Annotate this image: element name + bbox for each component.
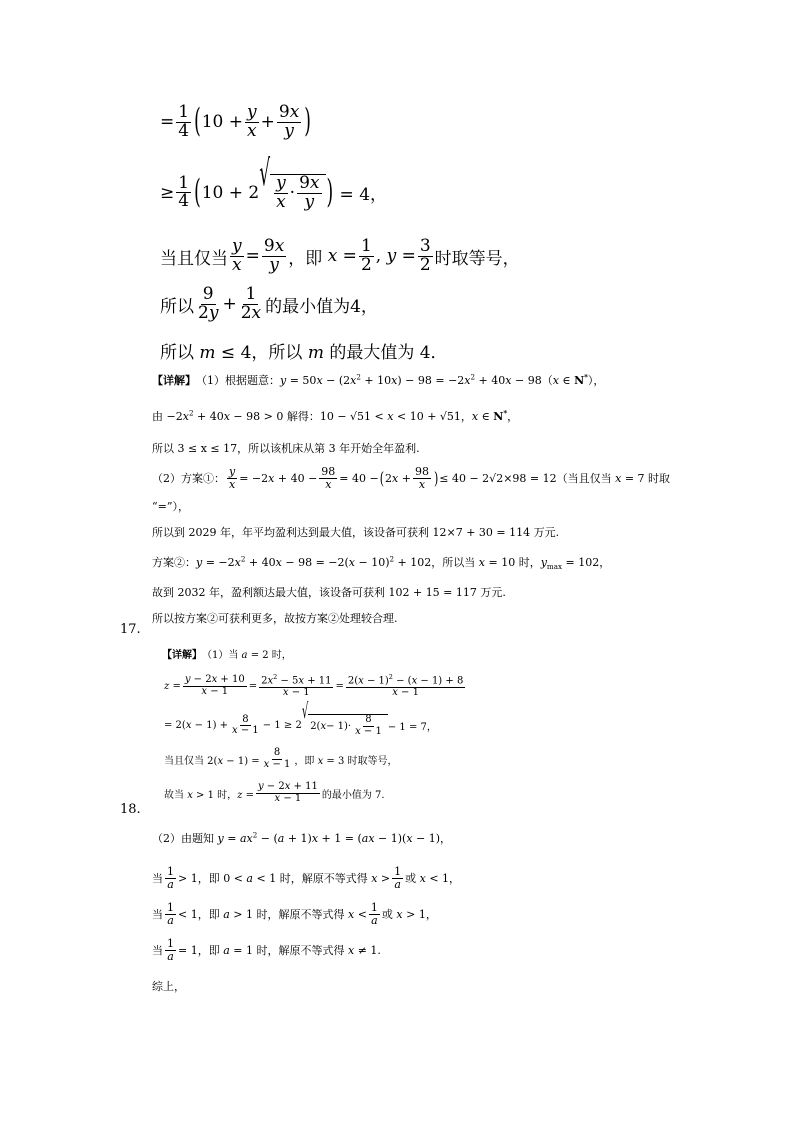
p17-line-2: z = $\frac{y - 2x + 10}{x - 1}$ = $\frac{2x^2 - 5x + 11}{x - 1}$ = $\frac{2(x - 1)^2 - (x - 1) + 8}{x - 1}$ xyxy=(164,673,464,698)
p16-line-4: （2）方案①： $\frac{y}{x}$ = −2x + 40 − $\frac{98}{x}$ = 40 − ( 2x + $\frac{98}{x}$ ) ≤ 40 − 2√2×98 = 12（当且仅当 x = 7 时取 xyxy=(152,465,671,491)
p17-line-1: 【详解】 （1）当 a = 2 时， xyxy=(162,650,292,661)
p16-line-7: 方案②：$y = -2x^2 + 40x - 98 = -2(x - 10)^2 + 102$，所以当 x = 10 时，$y_{max} = 102$， xyxy=(152,554,611,572)
equation-line-5: 所以 m ≤ 4，所以 m 的最大值为 4． xyxy=(160,343,448,363)
p18-line-4: 当 $\frac{1}{a}$ = 1，即 a = 1 时，解原不等式得 x ≠ 1. xyxy=(152,937,381,963)
p16-line-9: 所以按方案②可获利更多，故按方案②处理较合理. xyxy=(152,612,398,625)
p17-line-4: 当且仅当 2(x − 1) = $\frac{8}{x - 1}$ ，即 x = 3 时取等号， xyxy=(164,747,398,770)
p18-line-2: 当 $\frac{1}{a}$ > 1，即 0 < a < 1 时，解原不等式得 x > $\frac{1}{a}$ 或 x < 1， xyxy=(152,865,461,891)
p16-line-2: 由 $-2x^2 + 40x - 98 > 0$ 解得：10 − √51 < x < 10 + √51，x ∈ N*， xyxy=(152,408,519,423)
p18-line-3: 当 $\frac{1}{a}$ < 1，即 a > 1 时，解原不等式得 x < $\frac{1}{a}$ 或 x > 1， xyxy=(152,901,437,927)
equation-line-4: 所以 $\frac{9}{2y}$ + $\frac{1}{2x}$ 的最小值为4， xyxy=(160,284,378,323)
p16-line-5: “=”）， xyxy=(152,500,189,513)
problem-number-17: 17. xyxy=(120,622,141,637)
problem-number-18: 18. xyxy=(120,802,141,817)
equation-line-1: = $\frac{1}{4}$ ( 10 + $\frac{y}{x}$ + $\frac{9x}{y}$ ) xyxy=(160,102,311,142)
p16-line-8: 故到 2032 年，盈利额达最大值，该设备可获利 102 + 15 = 117 万元. xyxy=(152,586,506,599)
p17-line-3: = 2(x − 1) + $\frac{8}{x - 1}$ − 1 ≥ 2 √ 2( x − 1)· $\frac{8}{x - 1}$ − 1 = 7， xyxy=(164,701,437,737)
equation-line-2: ≥ $\frac{1}{4}$ ( 10 + 2 √ $\frac{y}{x}$ · $\frac{9x}{y}$ ) = 4， xyxy=(160,153,388,212)
p16-line-1: 【详解】 （1）根据题意：$y = 50x - (2x^2 + 10x) - 98 = -2x^2 + 40x - 98(x$ ∈ N*）， xyxy=(152,372,605,387)
p16-line-6: 所以到 2029 年，年平均盈利达到最大值，该设备可获利 12×7 + 30 = 114 万元. xyxy=(152,526,560,539)
p16-line-3: 所以 3 ≤ x ≤ 17，所以该机床从第 3 年开始全年盈利. xyxy=(152,442,420,455)
p17-line-5: 故当 x > 1 时，z = $\frac{y - 2x + 11}{x - 1}$ 的最小值为 7. xyxy=(164,781,385,804)
equation-line-3: 当且仅当 $\frac{y}{x}$ = $\frac{9x}{y}$ ，即 x = $\frac{1}{2}$ , y = $\frac{3}{2}$ 时取等号， xyxy=(160,236,520,275)
p18-line-1: （2）由题知 $y = ax^2 - (a + 1)x + 1 = (ax - 1)(x - 1)$， xyxy=(152,830,452,845)
p18-line-5: 综上， xyxy=(152,980,185,993)
